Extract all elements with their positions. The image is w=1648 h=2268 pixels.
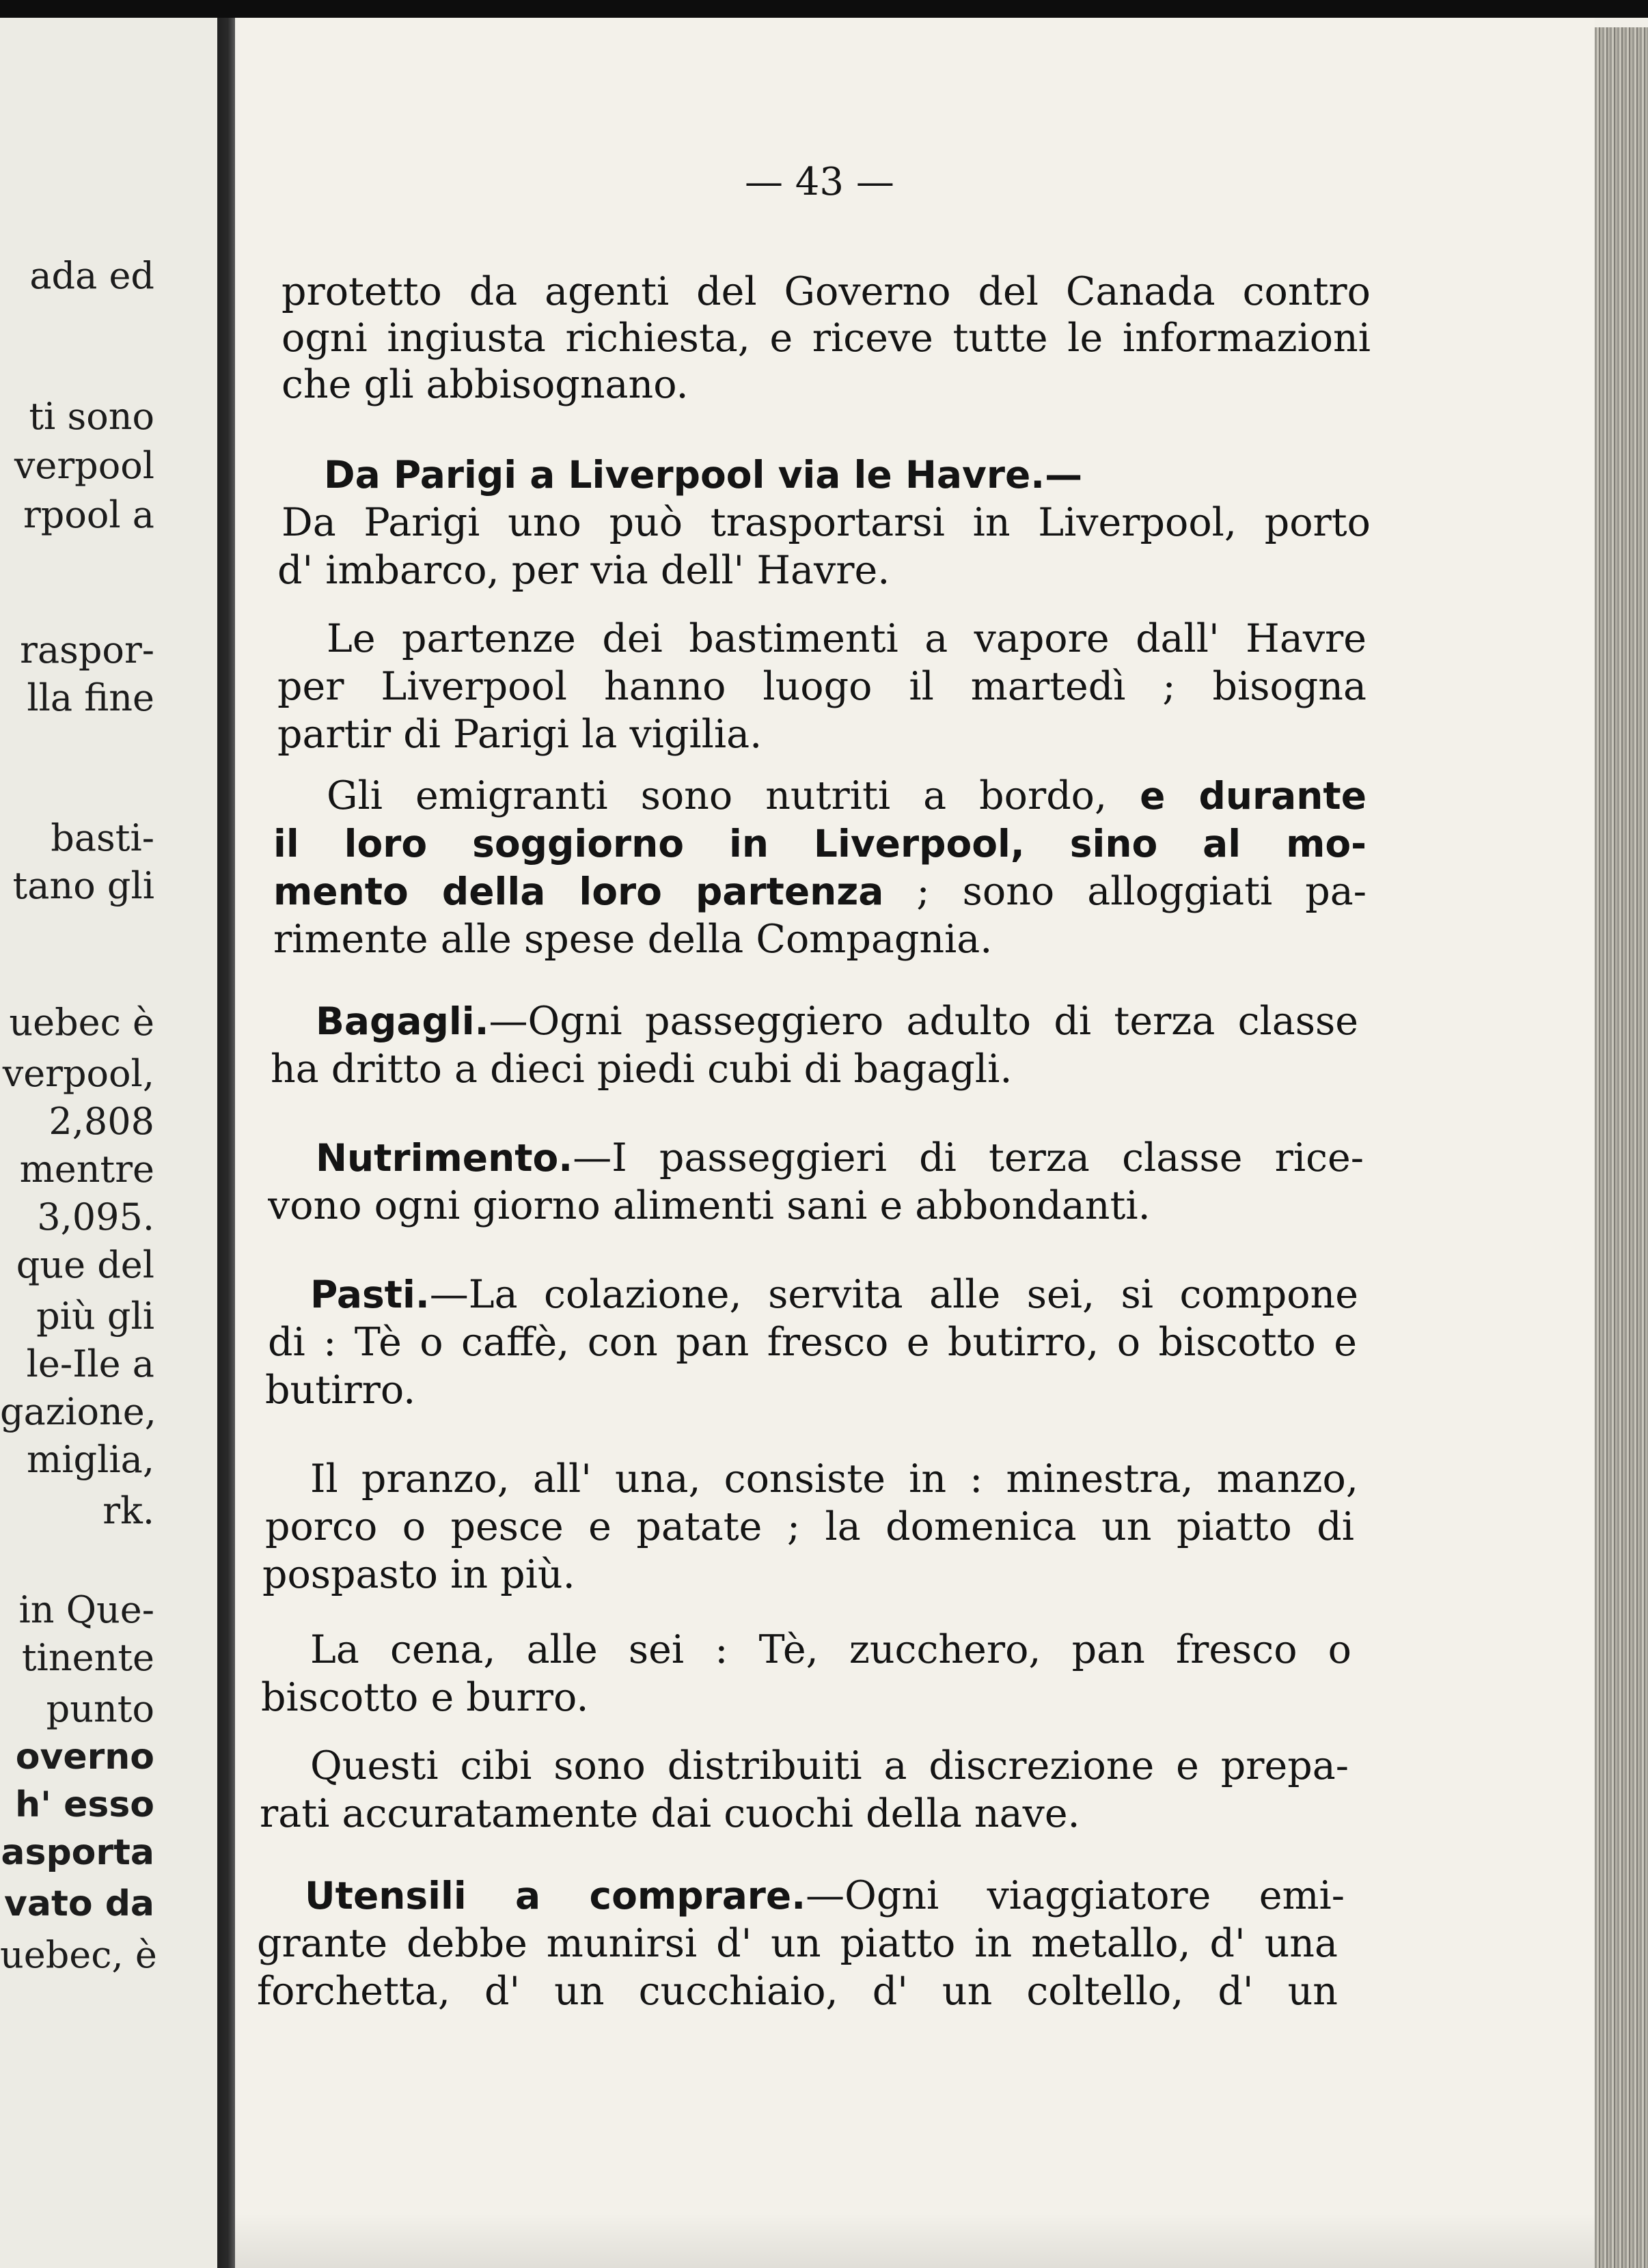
text-line <box>281 314 1371 362</box>
text-line <box>273 868 1367 915</box>
left-page-line-fragment: miglia, <box>27 1438 154 1481</box>
text-run: Il pranzo, all' una, consiste in : minestra, manzo, <box>310 1456 1358 1502</box>
text-line <box>273 820 1367 868</box>
text-run: d' imbarco, per via dell' Havre. <box>277 548 890 593</box>
left-page-line-fragment: que del <box>16 1243 154 1286</box>
bold-run: il loro soggiorno in Liverpool, sino al mo- <box>273 822 1367 866</box>
text-line <box>261 1674 1347 1721</box>
text-run: ha dritto a dieci piedi cubi di bagagli. <box>271 1047 1013 1092</box>
text-line <box>316 997 1358 1045</box>
text-run: rimente alle spese della Compagnia. <box>273 917 993 962</box>
text-run: butirro. <box>265 1368 416 1413</box>
left-page-line-fragment: ti sono <box>29 395 154 438</box>
left-page-line-fragment: punto <box>46 1687 154 1730</box>
text-line <box>268 1182 1354 1230</box>
page-bottom-shade <box>235 2213 1595 2268</box>
text-run: di : Tè o caffè, con pan fresco e butirro, o biscotto e <box>268 1320 1357 1365</box>
text-line <box>310 1742 1349 1790</box>
text-line <box>271 1045 1357 1093</box>
text-line <box>327 772 1367 820</box>
text-line <box>268 1318 1357 1366</box>
bold-run: Utensili a comprare. <box>305 1874 806 1918</box>
text-line <box>281 268 1371 316</box>
page-number: — 43 — <box>745 160 894 204</box>
text-run: Gli emigranti sono nutriti a bordo, <box>327 773 1140 818</box>
text-line <box>262 1551 1349 1599</box>
text-line <box>316 1134 1364 1182</box>
left-page-line-fragment: rk. <box>102 1489 154 1532</box>
text-line <box>281 361 1368 409</box>
left-page-line-fragment: uebec, è <box>0 1933 157 1976</box>
page-edges <box>1595 27 1648 2268</box>
left-page-line-fragment: in Que- <box>18 1588 154 1631</box>
text-run: Le partenze dei bastimenti a vapore dall' Havre <box>327 616 1367 661</box>
text-run: rati accuratamente dai cuochi della nave. <box>260 1791 1080 1836</box>
text-run: ogni ingiusta richiesta, e riceve tutte le informazioni <box>281 316 1371 361</box>
bold-run: e durante <box>1140 774 1367 818</box>
bold-run: Da Parigi a Liverpool via le Havre.— <box>324 453 1083 497</box>
left-page-line-fragment: uebec è <box>9 1001 154 1044</box>
left-page-line-fragment: le-Ile a <box>26 1342 154 1385</box>
left-page-line-fragment: tinente <box>21 1636 154 1679</box>
left-page-line-fragment: overno <box>15 1737 154 1778</box>
left-page-line-fragment: più gli <box>36 1295 154 1338</box>
left-page-line-fragment: gazione, <box>0 1390 156 1433</box>
text-line <box>265 1366 1351 1414</box>
text-line <box>310 1271 1358 1318</box>
bold-run: Bagagli. <box>316 999 489 1043</box>
left-page-line-fragment: lla fine <box>27 676 154 719</box>
left-page-line-fragment: ada ed <box>29 254 154 297</box>
text-line <box>305 1872 1345 1920</box>
left-page-line-fragment: 2,808 <box>49 1100 154 1143</box>
text-run: —I passeggieri di terza classe rice- <box>573 1135 1364 1180</box>
text-line <box>265 1503 1354 1551</box>
text-line <box>257 1920 1338 1967</box>
text-line <box>277 663 1367 710</box>
left-page-line-fragment: asporta <box>1 1832 154 1873</box>
text-run: —Ogni passeggiero adulto di terza classe <box>489 999 1358 1044</box>
left-page-line-fragment: 3,095. <box>37 1195 154 1239</box>
text-run: grante debbe munirsi d' un piatto in metallo, d' una <box>257 1921 1338 1966</box>
text-run: vono ogni giorno alimenti sani e abbondanti. <box>268 1183 1151 1228</box>
text-run: forchetta, d' un cucchiaio, d' un coltello, d' un <box>257 1969 1338 2014</box>
text-run: —Ogni viaggiatore emi- <box>806 1873 1345 1918</box>
text-run: —La colazione, servita alle sei, si compone <box>429 1272 1358 1317</box>
bold-run: Pasti. <box>310 1273 430 1316</box>
bold-run: mento della loro partenza <box>273 870 884 913</box>
text-line <box>260 1790 1346 1838</box>
text-run: per Liverpool hanno luogo il martedì ; bisogna <box>277 664 1367 709</box>
text-run: porco o pesce e patate ; la domenica un piatto di <box>265 1504 1354 1549</box>
text-line <box>327 615 1367 663</box>
text-run: ; sono alloggiati pa- <box>883 869 1367 914</box>
left-page-line-fragment: verpool, <box>2 1052 154 1095</box>
text-line <box>277 547 1364 594</box>
bold-run: Nutrimento. <box>316 1136 573 1180</box>
text-line <box>281 499 1371 547</box>
text-run: che gli abbisognano. <box>281 362 689 407</box>
left-page-line-fragment: h' esso <box>15 1784 154 1825</box>
left-page-line-fragment: raspor- <box>20 628 154 672</box>
left-page-line-fragment: rpool a <box>23 493 154 536</box>
scan-top-border <box>0 0 1648 18</box>
text-run: protetto da agenti del Governo del Canada contro <box>281 269 1371 314</box>
text-run: biscotto e burro. <box>261 1675 589 1720</box>
text-line <box>324 451 1362 499</box>
text-line <box>257 1967 1338 2015</box>
text-run: Questi cibi sono distribuiti a discrezione e prepa- <box>310 1743 1349 1788</box>
text-run: La cena, alle sei : Tè, zucchero, pan fresco o <box>310 1627 1351 1672</box>
left-page-line-fragment: verpool <box>14 444 154 487</box>
left-page-line-fragment: mentre <box>19 1148 154 1191</box>
left-page-line-fragment: basti- <box>51 816 154 859</box>
text-line <box>310 1455 1358 1503</box>
text-line <box>273 915 1360 963</box>
text-run: partir di Parigi la vigilia. <box>277 712 763 757</box>
text-run: pospasto in più. <box>262 1552 575 1597</box>
text-run: Da Parigi uno può trasportarsi in Liverpool, porto <box>281 500 1371 545</box>
text-line <box>277 710 1364 758</box>
left-page-line-fragment: tano gli <box>12 864 154 907</box>
text-line <box>310 1626 1351 1674</box>
left-page-line-fragment: vato da <box>4 1883 154 1924</box>
book-gutter <box>217 18 235 2268</box>
